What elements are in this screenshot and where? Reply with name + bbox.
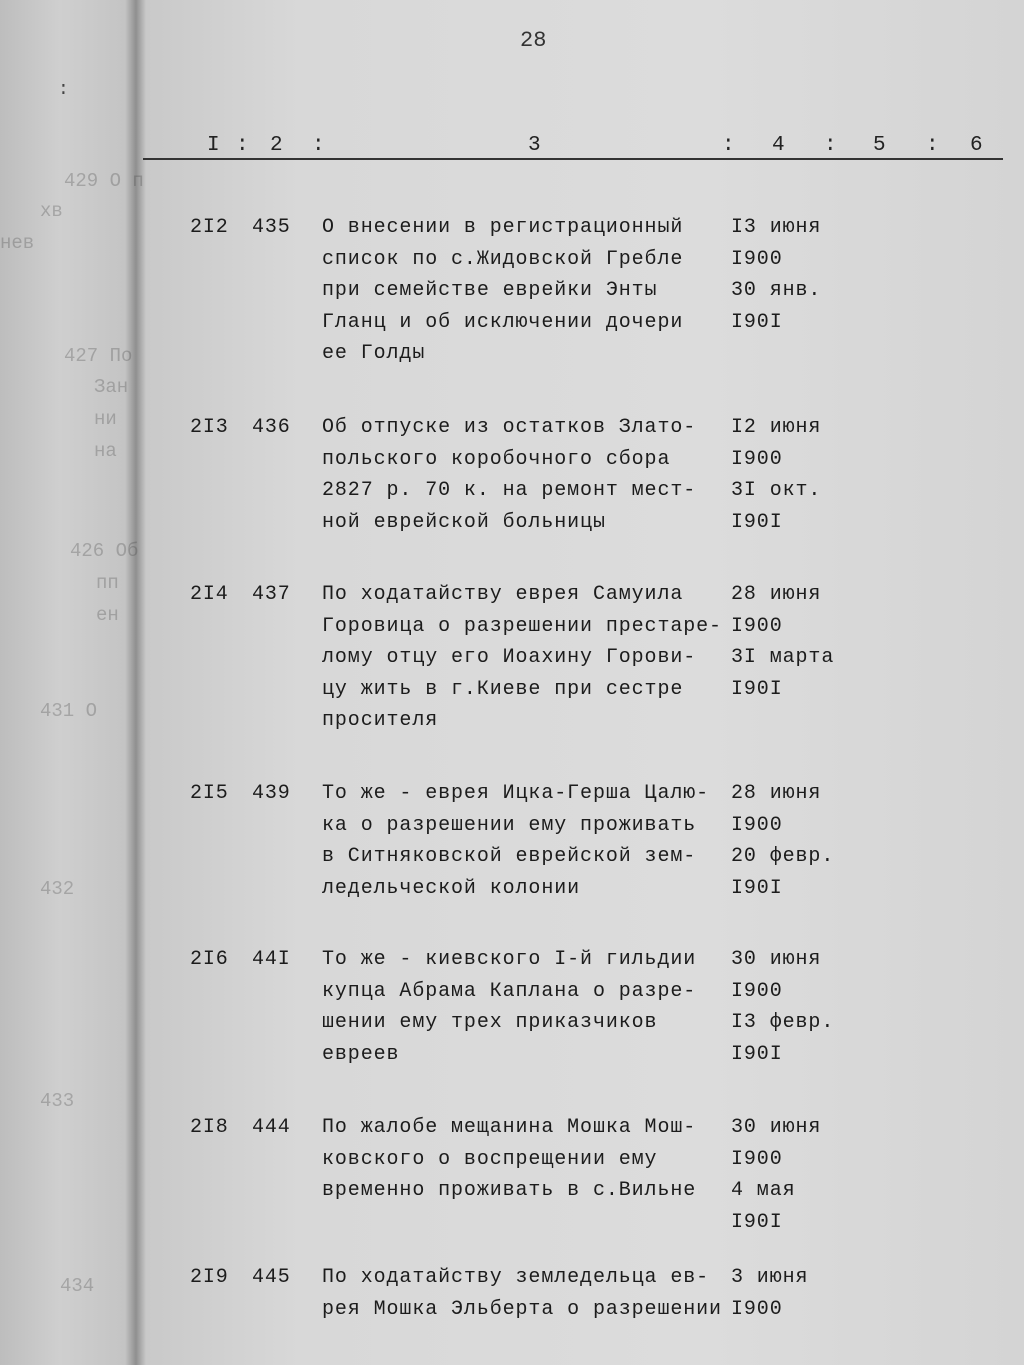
date-line: I900 — [731, 813, 783, 837]
date-line: 28 июня — [731, 583, 822, 606]
entry-dates — [731, 412, 821, 538]
entry-reference: 444 — [252, 1116, 291, 1139]
description-line: купца Абрама Каплана о разре- — [322, 979, 697, 1003]
description-line: По ходатайству еврея Самуила — [322, 583, 684, 606]
page-number: 28 — [520, 28, 547, 53]
date-line: I90I — [731, 1042, 783, 1066]
description-line: при семействе еврейки Энты — [322, 279, 658, 302]
date-line: 3I окт. — [731, 479, 822, 502]
ghost-text: ен — [96, 604, 119, 626]
ghost-text: 434 — [60, 1275, 95, 1297]
date-line: I2 июня — [731, 416, 822, 439]
description-line: список по с.Жидовской Гребле — [322, 247, 684, 271]
ghost-text: 427 По — [64, 345, 133, 367]
entry-reference: 445 — [252, 1266, 291, 1289]
description-line: цу жить в г.Киеве при сестре — [322, 677, 684, 701]
header-rule — [143, 158, 1003, 160]
entry-number: 2I9 — [190, 1266, 229, 1289]
description-line: То же - киевского I-й гильдии — [322, 948, 697, 971]
ghost-text: 433 — [40, 1090, 75, 1112]
description-line: О внесении в регистрационный — [322, 216, 684, 239]
header-sep: : — [722, 134, 735, 157]
ghost-text: 429 О п — [64, 170, 144, 192]
date-line: I900 — [731, 247, 783, 271]
entry-description — [322, 212, 683, 370]
description-line: лому отцу его Иоахину Горови- — [322, 646, 697, 669]
entry-reference: 435 — [252, 216, 291, 239]
ghost-text: 426 Об — [70, 540, 139, 562]
ghost-text: Зан — [94, 376, 129, 398]
description-line: ее Голды — [322, 342, 426, 365]
ghost-text: на — [94, 440, 117, 462]
date-line: I900 — [731, 1147, 783, 1171]
header-sep: : — [236, 134, 249, 157]
entry-number: 2I4 — [190, 583, 229, 606]
ghost-text: нев — [0, 232, 35, 254]
date-line: I90I — [731, 510, 783, 534]
header-col-1: I — [207, 134, 220, 157]
description-line: в Ситняковской еврейской зем- — [322, 845, 697, 868]
date-line: 30 июня — [731, 948, 822, 971]
header-col-4: 4 — [772, 134, 785, 157]
ghost-text: 431 О — [40, 700, 98, 722]
ghost-text: хв — [40, 200, 63, 222]
ghost-text: пп — [96, 572, 119, 594]
description-line: просителя — [322, 709, 439, 732]
header-col-6: 6 — [970, 134, 983, 157]
entry-description — [322, 944, 696, 1070]
header-col-5: 5 — [873, 134, 886, 157]
description-line: евреев — [322, 1042, 400, 1066]
description-line: временно проживать в с.Вильне — [322, 1179, 697, 1202]
entry-number: 2I2 — [190, 216, 229, 239]
entry-reference: 439 — [252, 782, 291, 805]
date-line: I900 — [731, 979, 783, 1003]
header-sep: : — [312, 134, 325, 157]
entry-number: 2I8 — [190, 1116, 229, 1139]
entry-description — [322, 579, 722, 737]
entry-dates — [731, 1262, 808, 1325]
description-line: Гланц и об исключении дочери — [322, 310, 684, 334]
description-line: ка о разрешении ему проживать — [322, 813, 697, 837]
entry-number: 2I5 — [190, 782, 229, 805]
entry-reference: 436 — [252, 416, 291, 439]
header-col-2: 2 — [270, 134, 283, 157]
date-line: 30 янв. — [731, 279, 822, 302]
entry-dates — [731, 212, 821, 338]
date-line: I900 — [731, 447, 783, 471]
header-col-3: 3 — [528, 134, 541, 157]
date-line: 4 мая — [731, 1179, 796, 1202]
entry-description — [322, 1262, 722, 1325]
date-line: 28 июня — [731, 782, 822, 805]
entry-description — [322, 778, 709, 904]
ghost-text: 432 — [40, 878, 75, 900]
description-line: ковского о воспрещении ему — [322, 1147, 658, 1171]
entry-reference: 44I — [252, 948, 291, 971]
date-line: I900 — [731, 614, 783, 638]
description-line: То же - еврея Ицка-Герша Цалю- — [322, 782, 710, 805]
date-line: I900 — [731, 1297, 783, 1321]
description-line: Об отпуске из остатков Злато- — [322, 416, 697, 439]
description-line: ной еврейской больницы — [322, 510, 606, 534]
date-line: 20 февр. — [731, 845, 835, 868]
entry-number: 2I3 — [190, 416, 229, 439]
date-line: I90I — [731, 677, 783, 701]
description-line: По ходатайству земледельца ев- — [322, 1266, 710, 1289]
date-line: 30 июня — [731, 1116, 822, 1139]
description-line: рея Мошка Эльберта о разрешении — [322, 1297, 722, 1321]
date-line: 3 июня — [731, 1266, 809, 1289]
date-line: I3 февр. — [731, 1011, 835, 1034]
description-line: Горовица о разрешении престаре- — [322, 614, 722, 638]
entry-reference: 437 — [252, 583, 291, 606]
entry-dates — [731, 579, 834, 705]
date-line: I90I — [731, 876, 783, 900]
entry-description — [322, 1112, 696, 1207]
entry-dates — [731, 944, 834, 1070]
description-line: По жалобе мещанина Мошка Мош- — [322, 1116, 697, 1139]
header-sep: : — [824, 134, 837, 157]
ghost-text: ни — [94, 408, 117, 430]
entry-dates — [731, 778, 834, 904]
entry-dates — [731, 1112, 821, 1238]
description-line: польского коробочного сбора — [322, 447, 671, 471]
date-line: I90I — [731, 310, 783, 334]
description-line: шении ему трех приказчиков — [322, 1011, 658, 1034]
date-line: 3I марта — [731, 646, 835, 669]
entry-number: 2I6 — [190, 948, 229, 971]
header-sep: : — [926, 134, 939, 157]
left-page-colon: : — [58, 80, 69, 100]
date-line: I90I — [731, 1210, 783, 1234]
description-line: 2827 р. 70 к. на ремонт мест- — [322, 479, 697, 502]
entry-description — [322, 412, 696, 538]
description-line: ледельческой колонии — [322, 876, 581, 900]
date-line: I3 июня — [731, 216, 822, 239]
